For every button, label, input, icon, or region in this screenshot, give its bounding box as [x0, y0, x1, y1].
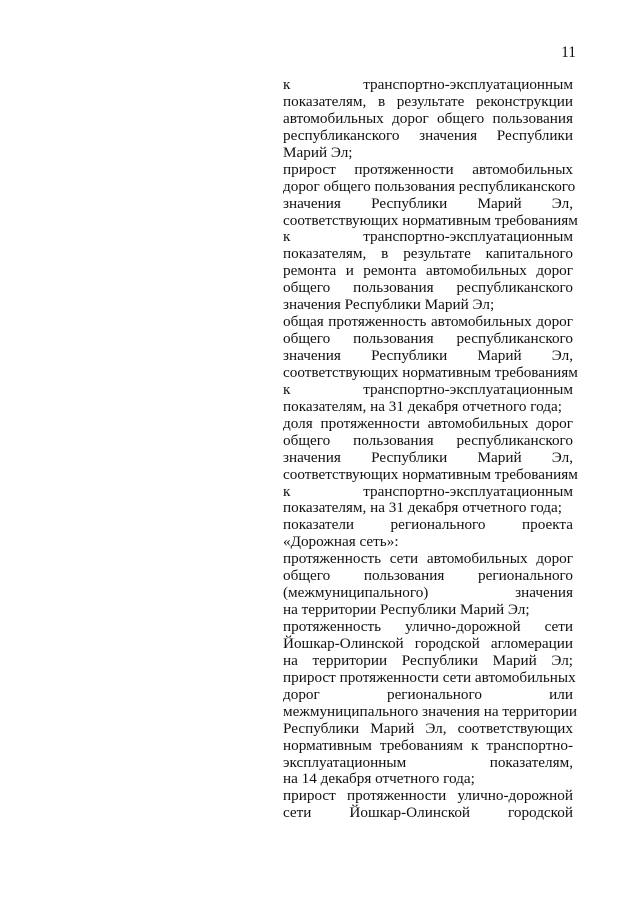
body-text: [283, 76, 578, 822]
text-line: значения Республики Марий Эл;: [283, 296, 495, 314]
text-line: на 14 декабря отчетного года;: [283, 770, 475, 788]
text-line: показателям, в результате реконструкции: [283, 92, 573, 110]
text-line: дорог общего пользования республиканского: [283, 177, 576, 195]
text-line: прирост протяженности улично-дорожной: [283, 787, 573, 805]
text-line: доля протяженности автомобильных дорог: [283, 414, 573, 432]
text-line: значения Республики Марий Эл,: [283, 448, 573, 466]
text-line: дорог регионального или: [283, 685, 573, 703]
text-line: общего пользования республиканского: [283, 330, 573, 348]
text-line: нормативным требованиям к транспортно-: [283, 736, 573, 754]
text-line: автомобильных дорог общего пользования: [283, 109, 573, 127]
text-line: прирост протяженности сети автомобильных: [283, 668, 576, 686]
text-line: соответствующих нормативным требованиям: [283, 363, 578, 381]
text-line: Йошкар-Олинской городской агломерации: [283, 634, 573, 652]
text-line: ремонта и ремонта автомобильных дорог: [283, 262, 573, 280]
text-line: межмуниципального значения на территории: [283, 702, 577, 720]
text-line: общая протяженность автомобильных дорог: [283, 313, 573, 331]
text-line: общего пользования регионального: [283, 567, 573, 585]
text-line: к транспортно-эксплуатационным: [283, 76, 573, 93]
text-line: прирост протяженности автомобильных: [283, 160, 573, 178]
text-line: республиканского значения Республики: [283, 126, 573, 144]
text-line: на территории Республики Марий Эл;: [283, 601, 530, 619]
text-line: (межмуниципального) значения: [283, 584, 573, 602]
text-line: общего пользования республиканского: [283, 431, 573, 449]
text-line: значения Республики Марий Эл,: [283, 194, 573, 212]
text-line: протяженность сети автомобильных дорог: [283, 550, 573, 568]
text-line: Республики Марий Эл, соответствующих: [283, 719, 573, 737]
text-line: протяженность улично-дорожной сети: [283, 618, 573, 635]
page-number: 11: [561, 44, 576, 61]
text-line: общего пользования республиканского: [283, 279, 573, 297]
text-line: показателям, на 31 декабря отчетного года;: [283, 397, 562, 415]
text-line: к транспортно-эксплуатационным: [283, 482, 573, 500]
text-line: «Дорожная сеть»:: [283, 533, 399, 551]
text-line: показатели регионального проекта: [283, 516, 573, 534]
text-line: на территории Республики Марий Эл;: [283, 651, 573, 669]
text-line: соответствующих нормативным требованиям: [283, 465, 578, 483]
text-line: показателям, в результате капитального: [283, 245, 573, 263]
text-line: эксплуатационным показателям,: [283, 753, 573, 771]
text-line: к транспортно-эксплуатационным: [283, 380, 573, 398]
text-line: Марий Эл;: [283, 143, 353, 161]
text-line: к транспортно-эксплуатационным: [283, 228, 573, 246]
text-line: значения Республики Марий Эл,: [283, 347, 573, 364]
text-line: показателям, на 31 декабря отчетного года;: [283, 499, 562, 517]
text-line: сети Йошкар-Олинской городской: [283, 804, 573, 822]
text-line: соответствующих нормативным требованиям: [283, 211, 578, 229]
